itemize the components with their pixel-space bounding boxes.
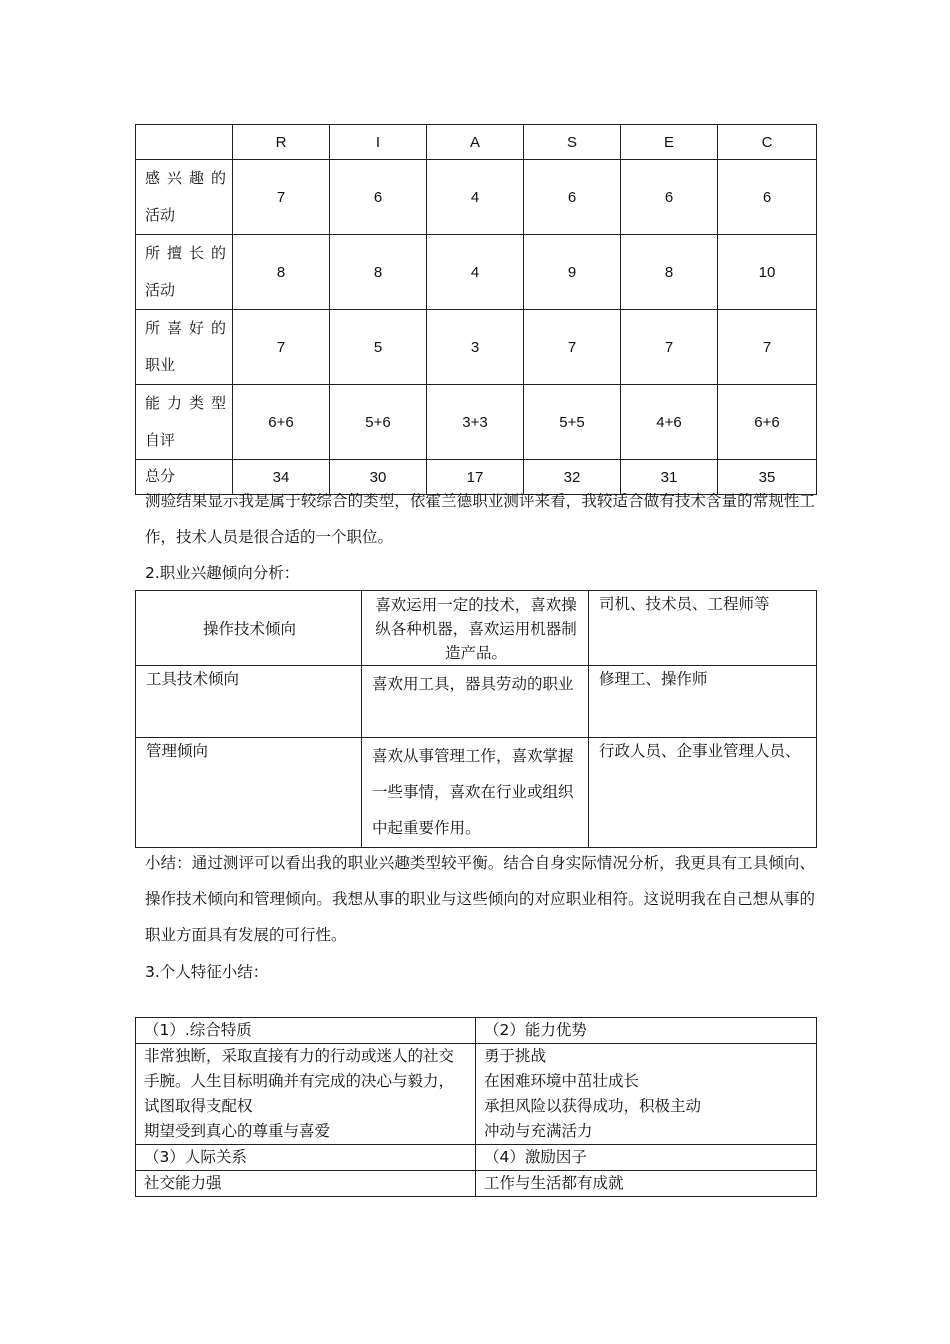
riasec-cell: 30 — [330, 460, 427, 495]
riasec-cell: 3+3 — [427, 385, 524, 460]
riasec-row-interest — [136, 160, 817, 235]
traits-body-row — [136, 1171, 817, 1197]
traits-heading-ability: （2）能力优势 — [476, 1018, 817, 1044]
traits-header-row — [136, 1018, 817, 1044]
traits-header-row — [136, 1145, 817, 1171]
traits-general-cell — [136, 1044, 476, 1145]
ability-item: 冲动与充满活力 — [484, 1122, 593, 1140]
riasec-cell: 9 — [524, 235, 621, 310]
riasec-corner-cell — [136, 125, 233, 160]
riasec-cell: 7 — [524, 310, 621, 385]
riasec-cell: 3 — [427, 310, 524, 385]
traits-heading-general: （1）.综合特质 — [136, 1018, 476, 1044]
riasec-cell: 4 — [427, 235, 524, 310]
riasec-cell: 6 — [621, 160, 718, 235]
traits-body-row — [136, 1044, 817, 1145]
interest-jobs: 司机、技术员、工程师等 — [589, 591, 817, 666]
row-label-line2: 活动 — [145, 281, 176, 299]
row-label-line1: 所喜好的 — [145, 319, 226, 337]
riasec-cell: 6+6 — [233, 385, 330, 460]
traits-ability-cell — [476, 1044, 817, 1145]
interest-type: 管理倾向 — [136, 738, 362, 848]
riasec-cell: 5 — [330, 310, 427, 385]
riasec-row-jobs — [136, 310, 817, 385]
interest-description: 喜欢从事管理工作，喜欢掌握一些事情，喜欢在行业或组织中起重要作用。 — [362, 738, 589, 848]
traits-table — [135, 1017, 817, 1197]
riasec-row-self-eval — [136, 385, 817, 460]
motivation-cell: 工作与生活都有成就 — [476, 1171, 817, 1197]
riasec-cell: 6 — [718, 160, 817, 235]
interest-table — [135, 590, 817, 848]
section2-title: 2.职业兴趣倾向分析： — [145, 564, 300, 582]
riasec-row-label — [136, 235, 233, 310]
riasec-cell: 17 — [427, 460, 524, 495]
riasec-cell: 31 — [621, 460, 718, 495]
interest-row — [136, 666, 817, 738]
interest-row — [136, 591, 817, 666]
riasec-header-r: R — [233, 125, 330, 160]
riasec-cell: 7 — [718, 310, 817, 385]
riasec-cell: 6 — [330, 160, 427, 235]
traits-heading-interpersonal: （3）人际关系 — [136, 1145, 476, 1171]
riasec-cell: 7 — [621, 310, 718, 385]
riasec-row-label — [136, 310, 233, 385]
interest-type: 操作技术倾向 — [136, 591, 362, 666]
riasec-row-label: 总分 — [136, 460, 233, 495]
riasec-cell: 8 — [621, 235, 718, 310]
row-label-line1: 能力类型 — [145, 394, 226, 412]
riasec-row-skills — [136, 235, 817, 310]
ability-item: 勇于挑战 — [484, 1047, 547, 1065]
interest-description: 喜欢运用一定的技术，喜欢操纵各种机器，喜欢运用机器制造产品。 — [362, 591, 589, 666]
row-label-line1: 感兴趣的 — [145, 169, 226, 187]
riasec-cell: 4+6 — [621, 385, 718, 460]
riasec-row-label — [136, 160, 233, 235]
riasec-header-i: I — [330, 125, 427, 160]
riasec-cell: 32 — [524, 460, 621, 495]
riasec-header-a: A — [427, 125, 524, 160]
traits-heading-motivation: （4）激励因子 — [476, 1145, 817, 1171]
row-label-line1: 所擅长的 — [145, 244, 226, 262]
riasec-header-e: E — [621, 125, 718, 160]
trait-text: 期望受到真心的尊重与喜爱 — [144, 1122, 331, 1140]
row-label-line2: 自评 — [145, 431, 176, 449]
riasec-cell: 7 — [233, 310, 330, 385]
riasec-row-label — [136, 385, 233, 460]
riasec-header-s: S — [524, 125, 621, 160]
trait-text: 非常独断，采取直接有力的行动或迷人的社交手腕。人生目标明确并有完成的决心与毅力，试图取得支配权 — [144, 1047, 455, 1115]
row-label-line2: 职业 — [145, 356, 176, 374]
row-label-line2: 活动 — [145, 206, 176, 224]
result-paragraph: 测验结果显示我是属于较综合的类型，依霍兰德职业测评来看，我较适合做有技术含量的常规性工作，技术人员是很合适的一个职位。 — [145, 492, 815, 546]
interest-type: 工具技术倾向 — [136, 666, 362, 738]
riasec-cell: 6 — [524, 160, 621, 235]
riasec-cell: 7 — [233, 160, 330, 235]
interpersonal-cell: 社交能力强 — [136, 1171, 476, 1197]
riasec-header-row — [136, 125, 817, 160]
section3-title: 3.个人特征小结： — [145, 963, 269, 981]
interest-jobs: 修理工、操作师 — [589, 666, 817, 738]
riasec-cell: 35 — [718, 460, 817, 495]
riasec-cell: 4 — [427, 160, 524, 235]
riasec-cell: 8 — [330, 235, 427, 310]
riasec-cell: 10 — [718, 235, 817, 310]
ability-item: 在困难环境中茁壮成长 — [484, 1072, 640, 1090]
riasec-cell: 6+6 — [718, 385, 817, 460]
interest-jobs: 行政人员、企事业管理人员、 — [589, 738, 817, 848]
interest-row — [136, 738, 817, 848]
riasec-header-c: C — [718, 125, 817, 160]
riasec-cell: 5+5 — [524, 385, 621, 460]
interest-description: 喜欢用工具，器具劳动的职业 — [362, 666, 589, 738]
summary-paragraph: 小结：通过测评可以看出我的职业兴趣类型较平衡。结合自身实际情况分析，我更具有工具倾向、操作技术倾向和管理倾向。我想从事的职业与这些倾向的对应职业相符。这说明我在自己想从事的职业方面具有发展的可行性。 — [145, 854, 815, 944]
riasec-table — [135, 124, 817, 495]
riasec-cell: 5+6 — [330, 385, 427, 460]
riasec-cell: 34 — [233, 460, 330, 495]
ability-item: 承担风险以获得成功，积极主动 — [484, 1097, 702, 1115]
riasec-cell: 8 — [233, 235, 330, 310]
